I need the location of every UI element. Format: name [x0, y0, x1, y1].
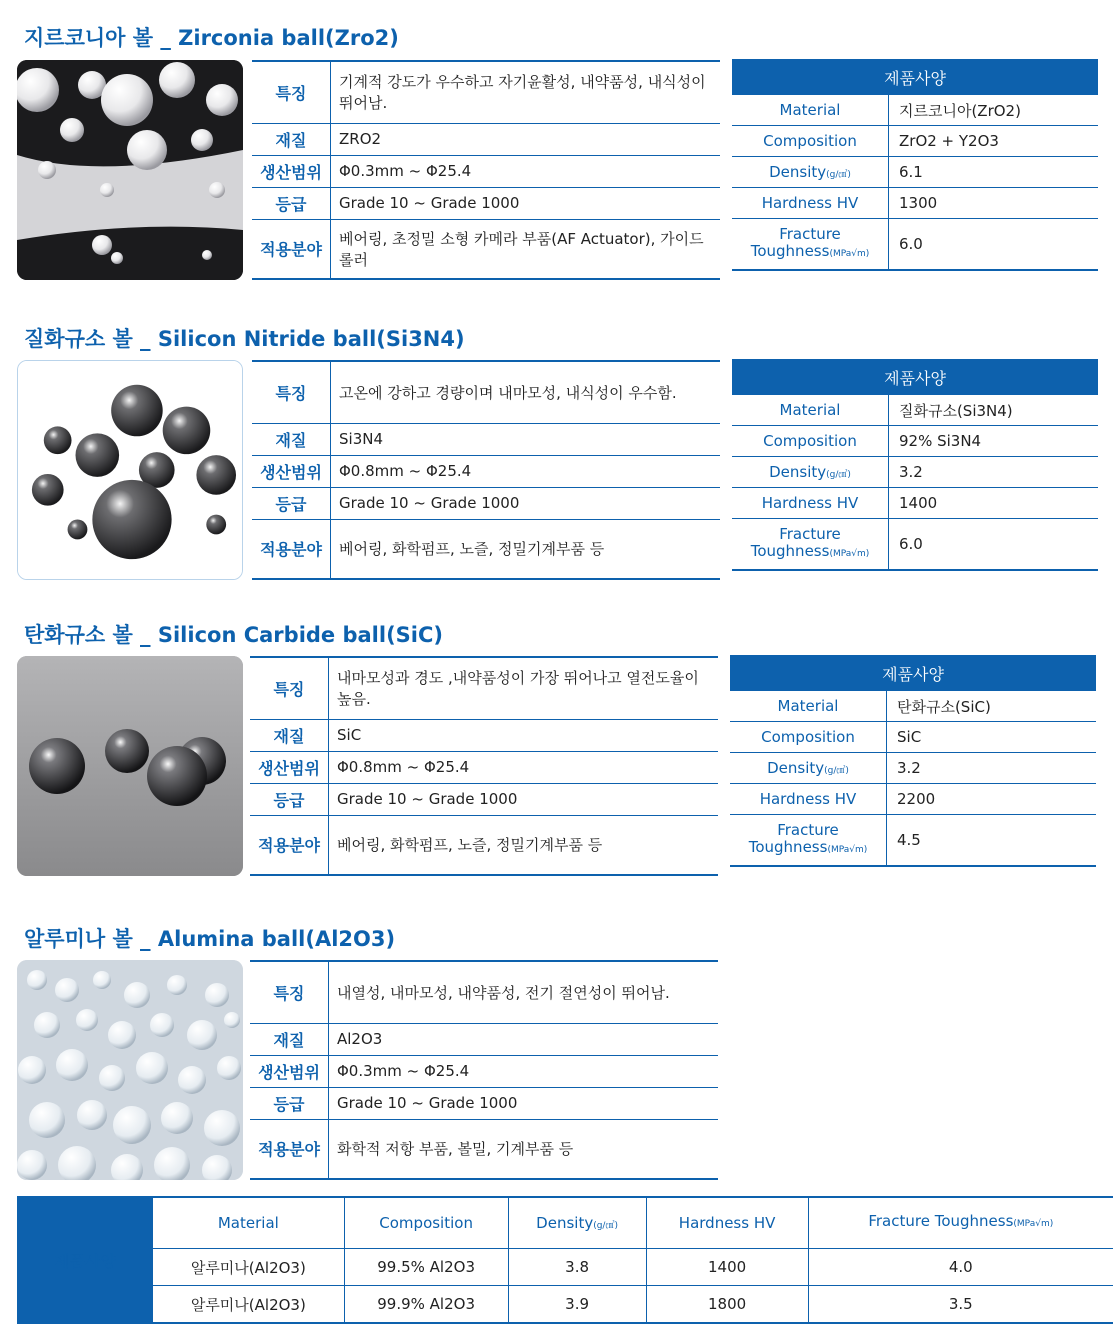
- silicon-carbide-balls-illustration: [17, 656, 243, 876]
- grade-label: 등급: [250, 783, 329, 815]
- silicon-nitride-feature-table: [252, 360, 720, 580]
- spec-header: 제품사양: [730, 655, 1096, 691]
- cell-density: 3.8: [508, 1249, 646, 1286]
- spec-material-value: 지르코니아(ZrO2): [889, 95, 1099, 126]
- spec-density-value: 3.2: [889, 457, 1099, 488]
- section-title-silicon-carbide: 탄화규소 볼 _ Silicon Carbide ball(SiC): [24, 623, 444, 647]
- material-label: 재질: [250, 719, 329, 751]
- grade-value: Grade 10 ~ Grade 1000: [331, 187, 721, 219]
- section-title-zirconia: 지르코니아 볼 _ Zirconia ball(Zro2): [24, 26, 399, 50]
- zirconia-feature-table: [252, 60, 720, 280]
- range-label: 생산범위: [250, 1055, 329, 1087]
- feature-value: 내마모성과 경도 ,내약품성이 가장 뛰어나고 열전도율이 높음.: [329, 657, 719, 719]
- spec-hardness-label: Hardness HV: [732, 488, 889, 519]
- alumina-ball-photo: [17, 960, 243, 1180]
- zirconia-balls-illustration: [17, 60, 243, 280]
- spec-fracture-label: Fracture Toughness(MPa√m): [732, 219, 889, 271]
- spec-composition-value: 92% Si3N4: [889, 426, 1099, 457]
- material-label: 재질: [250, 1023, 329, 1055]
- range-value: Φ0.3mm ~ Φ25.4: [331, 155, 721, 187]
- col-fracture: Fracture Toughness(MPa√m): [808, 1197, 1113, 1249]
- grade-label: 등급: [250, 1087, 329, 1119]
- spec-material-label: Material: [732, 395, 889, 426]
- spec-material-label: Material: [730, 691, 887, 722]
- spec-fracture-label: Fracture Toughness(MPa√m): [732, 519, 889, 571]
- spec-fracture-value: 6.0: [899, 235, 923, 253]
- material-label: 재질: [252, 423, 331, 455]
- cell-hardness: 1400: [646, 1249, 808, 1286]
- zirconia-ball-photo: [17, 60, 243, 280]
- col-material: Material: [153, 1197, 344, 1249]
- spec-fracture-value: 4.5: [897, 831, 921, 849]
- application-value: 베어링, 화학펌프, 노즐, 정밀기계부품 등: [337, 836, 603, 855]
- spec-fracture-value: 6.0: [899, 535, 923, 553]
- spec-composition-label: Composition: [732, 426, 889, 457]
- spec-composition-label: Composition: [732, 126, 889, 157]
- range-value: Φ0.8mm ~ Φ25.4: [329, 751, 719, 783]
- range-label: 생산범위: [252, 455, 331, 487]
- spec-fracture-label: Fracture Toughness(MPa√m): [730, 815, 887, 867]
- application-label: 적용분야: [252, 219, 331, 279]
- cell-material: 알루미나(Al2O3): [153, 1286, 344, 1324]
- spec-hardness-value: 2200: [887, 784, 1097, 815]
- material-value: Al2O3: [329, 1023, 719, 1055]
- silicon-nitride-spec-table: [732, 359, 1098, 571]
- spec-material-value: 탄화규소(SiC): [887, 691, 1097, 722]
- cell-fracture: 4.0: [808, 1249, 1113, 1286]
- zirconia-spec-table: [732, 59, 1098, 271]
- cell-composition: 99.9% Al2O3: [344, 1286, 508, 1324]
- spec-density-value: 3.2: [887, 753, 1097, 784]
- application-label: 적용분야: [250, 1119, 329, 1179]
- material-label: 재질: [252, 123, 331, 155]
- table-row: [17, 1286, 1113, 1324]
- range-value: Φ0.8mm ~ Φ25.4: [331, 455, 721, 487]
- feature-label: 특징: [252, 361, 331, 423]
- application-value: 화학적 저항 부품, 볼밀, 기계부품 등: [337, 1140, 574, 1159]
- spec-header: 제품사양: [732, 359, 1098, 395]
- spec-density-label: Density(g/㎤): [732, 157, 889, 188]
- material-value: ZRO2: [331, 123, 721, 155]
- spec-composition-value: ZrO2 + Y2O3: [889, 126, 1099, 157]
- material-value: Si3N4: [331, 423, 721, 455]
- feature-value: 내열성, 내마모성, 내약품성, 전기 절연성이 뛰어남.: [329, 961, 719, 1023]
- feature-label: 특징: [252, 61, 331, 123]
- spec-header: 제품사양: [17, 1197, 153, 1323]
- silicon-nitride-ball-photo: [17, 360, 243, 580]
- spec-density-value: 6.1: [889, 157, 1099, 188]
- spec-density-label: Density(g/㎤): [732, 457, 889, 488]
- spec-composition-value: SiC: [887, 722, 1097, 753]
- feature-value: 기계적 강도가 우수하고 자기윤활성, 내약품성, 내식성이 뛰어남.: [331, 61, 721, 123]
- grade-label: 등급: [252, 187, 331, 219]
- spec-header: 제품사양: [732, 59, 1098, 95]
- material-value: SiC: [329, 719, 719, 751]
- spec-hardness-value: 1400: [889, 488, 1099, 519]
- grade-value: Grade 10 ~ Grade 1000: [329, 1087, 719, 1119]
- spec-material-value: 질화규소(Si3N4): [889, 395, 1099, 426]
- silicon-carbide-spec-table: [730, 655, 1096, 867]
- feature-label: 특징: [250, 657, 329, 719]
- spec-hardness-label: Hardness HV: [730, 784, 887, 815]
- col-hardness: Hardness HV: [646, 1197, 808, 1249]
- section-title-alumina: 알루미나 볼 _ Alumina ball(Al2O3): [24, 927, 396, 951]
- feature-label: 특징: [250, 961, 329, 1023]
- application-label: 적용분야: [250, 815, 329, 875]
- cell-fracture: 3.5: [948, 1295, 973, 1313]
- silicon-carbide-ball-photo: [17, 656, 243, 876]
- silicon-nitride-balls-illustration: [18, 361, 242, 579]
- cell-material: 알루미나(Al2O3): [153, 1249, 344, 1286]
- grade-value: Grade 10 ~ Grade 1000: [329, 783, 719, 815]
- application-value: 베어링, 초정밀 소형 카메라 부품(AF Actuator), 가이드롤러: [339, 229, 704, 269]
- range-value: Φ0.3mm ~ Φ25.4: [329, 1055, 719, 1087]
- cell-hardness: 1800: [646, 1286, 808, 1324]
- spec-material-label: Material: [732, 95, 889, 126]
- spec-hardness-label: Hardness HV: [732, 188, 889, 219]
- col-composition: Composition: [344, 1197, 508, 1249]
- range-label: 생산범위: [252, 155, 331, 187]
- spec-composition-label: Composition: [730, 722, 887, 753]
- col-density: Density(g/㎤): [508, 1197, 646, 1249]
- cell-composition: 99.5% Al2O3: [344, 1249, 508, 1286]
- alumina-feature-table: [250, 960, 718, 1180]
- application-value: 베어링, 화학펌프, 노즐, 정밀기계부품 등: [339, 540, 605, 559]
- table-row: [17, 1249, 1113, 1286]
- spec-density-label: Density(g/㎤): [730, 753, 887, 784]
- grade-value: Grade 10 ~ Grade 1000: [331, 487, 721, 519]
- grade-label: 등급: [252, 487, 331, 519]
- alumina-balls-illustration: [17, 960, 243, 1180]
- cell-density: 3.9: [508, 1286, 646, 1324]
- spec-hardness-value: 1300: [889, 188, 1099, 219]
- range-label: 생산범위: [250, 751, 329, 783]
- section-title-silicon-nitride: 질화규소 볼 _ Silicon Nitride ball(Si3N4): [24, 327, 465, 351]
- silicon-carbide-feature-table: [250, 656, 718, 876]
- feature-value: 고온에 강하고 경량이며 내마모성, 내식성이 우수함.: [331, 361, 721, 423]
- application-label: 적용분야: [252, 519, 331, 579]
- alumina-spec-table: [17, 1196, 1113, 1324]
